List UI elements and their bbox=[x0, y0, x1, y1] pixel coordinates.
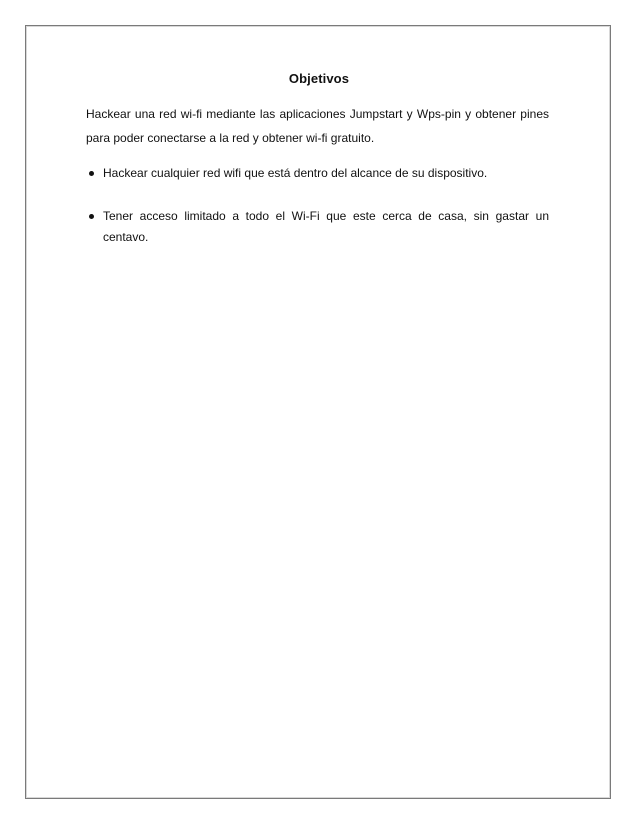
list-item bbox=[86, 163, 549, 184]
objectives-list bbox=[86, 163, 549, 248]
intro-paragraph: Hackear una red wi-fi mediante las aplicaciones Jumpstart y Wps-pin y obtener pines para poder conectarse a la red y obtener wi-fi gratuito. bbox=[86, 107, 549, 145]
bullet-icon bbox=[89, 171, 94, 176]
bullet-icon bbox=[89, 214, 94, 219]
list-item-text: Tener acceso limitado a todo el Wi-Fi que este cerca de casa, sin gastar un centavo. bbox=[103, 209, 549, 244]
list-item-text: Hackear cualquier red wifi que está dentro del alcance de su dispositivo. bbox=[103, 166, 488, 180]
page-title: Objetivos bbox=[288, 71, 350, 86]
list-item bbox=[86, 206, 549, 248]
